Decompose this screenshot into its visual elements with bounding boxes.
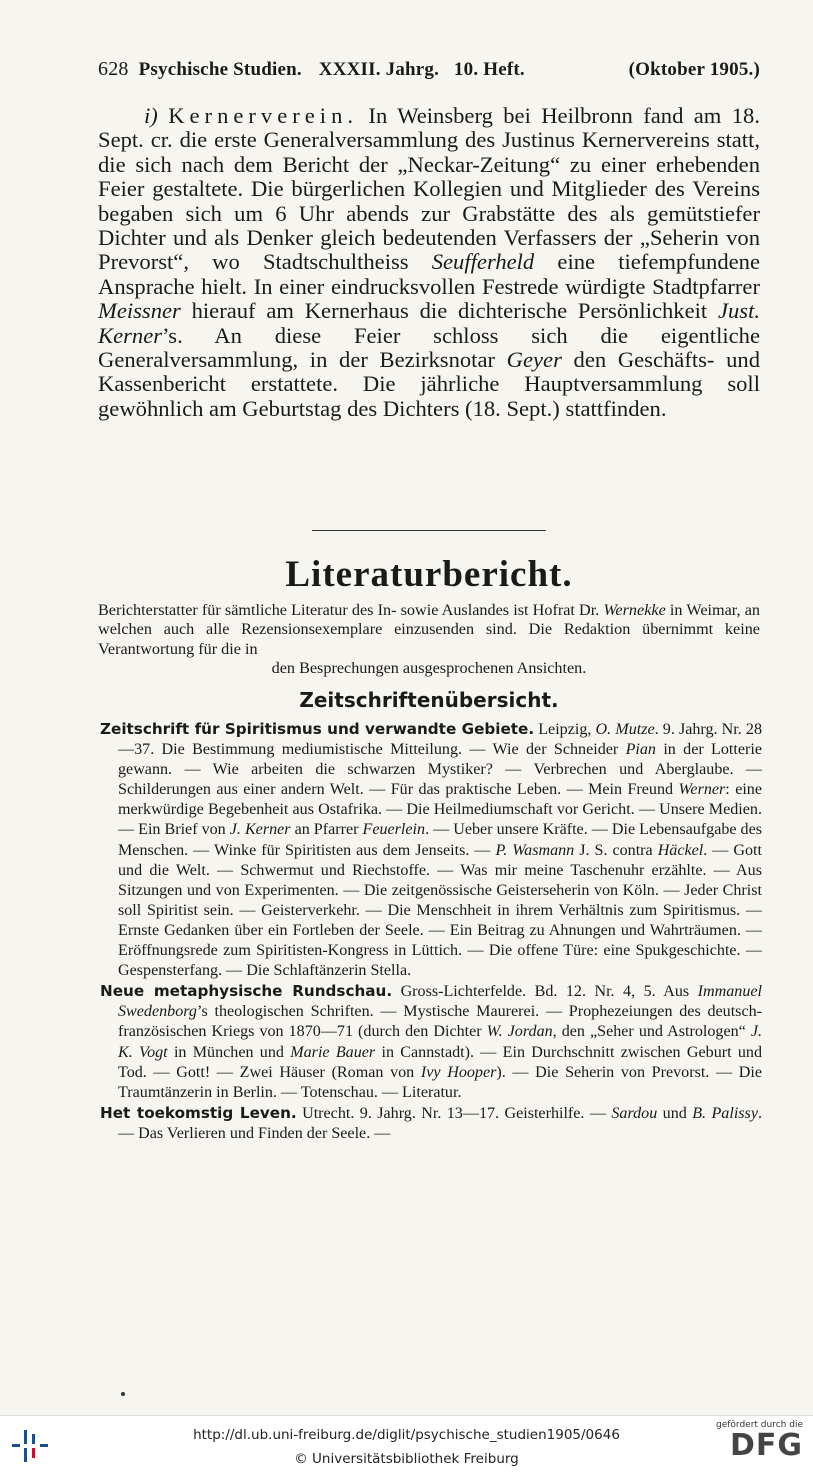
- article-text: ’s. An diese Feier schloss sich die eigentliche Generalversammlung, in der Bezirksnotar: [98, 322, 760, 373]
- journal-name: Zeitschrift für Spiritismus und verwandte Gebiete.: [100, 720, 535, 738]
- dfg-logo: [715, 1420, 803, 1470]
- journal-list: [100, 719, 762, 1144]
- ink-dot: [121, 1392, 125, 1396]
- person-name: Werner: [678, 781, 726, 799]
- person-name: P. Wasmann: [495, 841, 575, 859]
- article-text: eine tiefempfundene Ansprache hielt. In einer eindrucksvollen Festrede würdigte Stadtpfarrer: [98, 249, 760, 299]
- person-name: Sardou: [611, 1104, 658, 1122]
- entry-text: ’s theologischen Schriften. — Mystische Maurerei. — Prophezeiungen des deutsch-französischen Kriegs von 1870—71 (durch den Dichter: [118, 1003, 762, 1041]
- entry-text: : eine merkwürdige Begebenheit aus Ostafrika. — Die Heilmediumschaft vor Gericht. — Unsere Medien. — Ein Brief von: [118, 781, 762, 839]
- dfg-logo-text: DFG: [729, 1428, 803, 1463]
- person-name: Feuerlein: [362, 821, 426, 839]
- person-name: Marie Bauer: [290, 1043, 376, 1061]
- list-item: [100, 719, 762, 981]
- entry-text: in der Lotterie gewann. — Wie arbeiten die schwarzen Mystiker? — Verbrechen und Aberglaube. — Schilderungen aus einer andern Welt. — Für das praktische Leben. — Mein Freund: [118, 741, 762, 799]
- person-name: Seufferheld: [431, 249, 535, 275]
- journal-name: Het toekomstig Leven.: [100, 1103, 297, 1122]
- zeitschriften-title: Zeitschriftenübersicht.: [299, 688, 559, 712]
- person-name: Pian: [625, 741, 656, 759]
- article-heading: Kernerverein.: [168, 103, 359, 128]
- person-name: W. Jordan: [486, 1023, 553, 1041]
- copyright-text: © Universitätsbibliothek Freiburg: [294, 1451, 519, 1467]
- person-name: Meissner: [98, 298, 181, 324]
- reporter-text: Berichterstatter für sämtliche Literatur des In- sowie Auslandes ist Hofrat Dr.: [98, 601, 604, 619]
- person-name: O. Mutze: [595, 721, 655, 738]
- source-url-link[interactable]: http://dl.ub.uni-freiburg.de/diglit/psychische_studien1905/0646: [193, 1427, 620, 1443]
- entry-text: an Pfarrer: [290, 821, 363, 839]
- journal-name: Psychische Studien.: [138, 59, 302, 80]
- viewer-footer: [0, 1415, 813, 1474]
- page-number: 628: [98, 58, 129, 80]
- article-text: hierauf am Kernerhaus die dichterische Persönlichkeit: [180, 298, 718, 324]
- article-paragraph: [98, 104, 760, 421]
- person-name: Wernekke: [603, 601, 666, 619]
- article-label: i): [144, 103, 158, 128]
- journal-issue: XXXII. Jahrg. 10. Heft.: [318, 59, 525, 80]
- entry-text: J. S. contra: [574, 841, 658, 859]
- list-item: [100, 1103, 762, 1144]
- entry-text: . 9. Jahrg. Nr. 28—37. Die Bestimmung mediumistische Mitteilung. — Wie der Schneider: [118, 721, 763, 759]
- issue-date: (Oktober 1905.): [628, 59, 760, 80]
- dfg-caption: gefördert durch die: [716, 1420, 803, 1430]
- entry-text: in München und: [167, 1043, 291, 1061]
- person-name: Häckel: [657, 841, 704, 859]
- entry-text: und: [657, 1104, 693, 1122]
- person-name: Ivy Hooper: [420, 1063, 497, 1081]
- entry-text: Leipzig,: [534, 721, 596, 738]
- journal-title: [139, 59, 615, 81]
- article-text: In Weinsberg bei Heilbronn fand am 18. Sept. cr. die erste Generalversammlung des Justinus Kernervereins statt, die sich nach dem Bericht der „Neckar-Zeitung“ zu einer erhebenden Feier gestaltete. Die bürgerlichen Kollegien und Mitglieder des Vereins begaben sich um 6 Uhr abends zur Grabstätte des als gemütstiefer Dichter und als Denker gleich bedeutenden Verfassers der „Seherin von Prevorst“, wo Stadtschultheiss: [98, 103, 760, 275]
- entry-text: . — Das Verlieren und Finden der Seele. —: [118, 1104, 762, 1142]
- article-kernerverein: [98, 104, 760, 421]
- entry-text: . — Ueber unsere Kräfte. — Die Lebensaufgabe des Menschen. — Winke für Spiritisten aus dem Jenseits. —: [118, 821, 763, 859]
- entry-text: Gross-Lichterfelde. Bd. 12. Nr. 4, 5. Aus: [392, 983, 698, 1001]
- person-name: Just. Kerner: [98, 298, 760, 348]
- journal-name: Neue metaphysische Rundschau.: [100, 982, 393, 1001]
- entry-text: . — Gott und die Welt. — Schwermut und Riechstoffe. — Was mir meine Taschenuhr erzählte. — Aus Sitzungen und von Experimenten. — Die zeitgenössische Geisterseherin von Köln. — Jeder Christ soll Spiritist sein. — Geisterverkehr. — Die Menschheit in ihrem Verhältnis zum Spiritismus. — Ernste Gedanken über ein Fortleben der Seele. — Ein Beitrag zu Ahnungen und Wahrträumen. — Eröffnungsrede zum Spiritisten-Kongress in Lüttich. — Die offene Türe: eine Spukgeschichte. — Gespensterfang. — Die Schlaftänzerin Stella.: [118, 841, 762, 980]
- person-name: J. Kerner: [229, 821, 291, 839]
- person-name: Geyer: [506, 347, 562, 373]
- reporter-text-last: den Besprechungen ausgesprochenen Ansichten.: [271, 658, 587, 677]
- running-header: [98, 58, 760, 81]
- reporter-note: [98, 601, 760, 678]
- person-name: Immanuel Swedenborg: [118, 983, 762, 1021]
- entry-text: , den „Seher und Astrologen“: [552, 1023, 751, 1041]
- entry-text: ). — Die Seherin von Prevorst. — Die Traumtänzerin in Berlin. — Totenschau. — Literatur.: [118, 1063, 762, 1101]
- person-name: B. Palissy: [692, 1104, 758, 1122]
- entry-text: Utrecht. 9. Jahrg. Nr. 13—17. Geisterhilfe. —: [296, 1104, 612, 1122]
- person-name: J. K. Vogt: [118, 1023, 762, 1061]
- reporter-text: in Weimar, an welchen auch alle Rezensionsexemplare einzusenden sind. Die Redaktion übernimmt keine Verantwortung für die in: [98, 601, 761, 658]
- section-divider: [312, 530, 546, 531]
- literaturbericht-title: Literaturbericht.: [285, 554, 573, 595]
- entry-text: in Cannstadt). — Ein Durchschnitt zwischen Geburt und Tod. — Gott! — Zwei Häuser (Roman von: [118, 1043, 762, 1081]
- article-text: den Geschäfts- und Kassenbericht erstattete. Die jährliche Hauptversammlung soll gewöhnlich am Geburtstag des Dichters (18. Sept.) stattfinden.: [98, 347, 760, 421]
- list-item: [100, 981, 762, 1103]
